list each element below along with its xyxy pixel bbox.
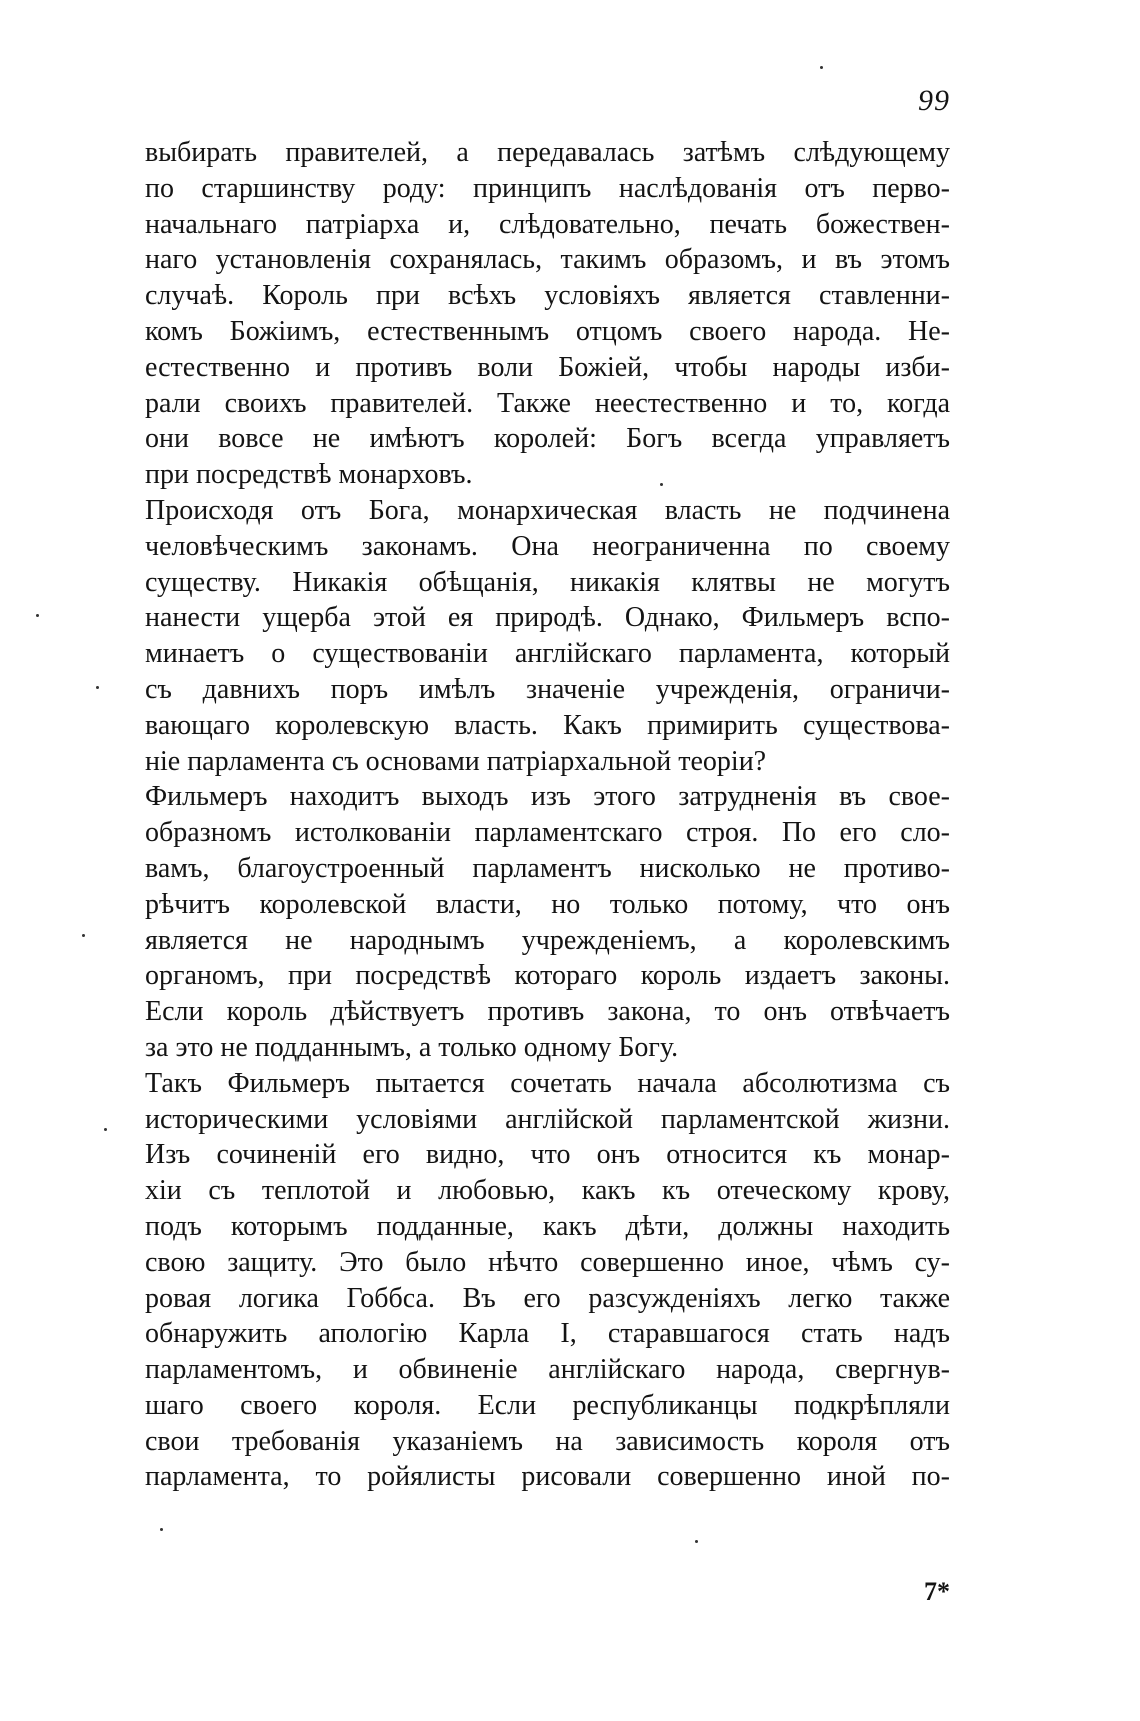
signature-mark: 7* [924,1577,950,1606]
scan-speck [36,614,39,617]
paragraph [145,779,950,1065]
text-line: нанести ущерба этой ея природѣ. Однако, Фильмеръ вспо- [145,602,950,634]
text-line: подъ которымъ подданные, какъ дѣти, должны находить [145,1210,950,1242]
text-line: Если король дѣйствуетъ противъ закона, то онъ отвѣчаетъ [145,996,950,1028]
text-line: существу. Никакія обѣщанія, никакія клятвы не могутъ [145,566,950,598]
paragraph [145,135,950,493]
text-line: свои требованія указаніемъ на зависимость короля отъ [145,1425,950,1457]
scan-speck [660,483,663,486]
scan-speck [820,66,823,69]
text-line: свою защиту. Это было нѣчто совершенно иное, чѣмъ су- [145,1246,950,1278]
scan-speck [96,686,99,689]
text-line: начальнаго патріарха и, слѣдовательно, печать божествен- [145,208,950,240]
text-line: органомъ, при посредствѣ котораго король издаетъ законы. [145,960,950,992]
text-line: образномъ истолкованіи парламентскаго строя. По его сло- [145,817,950,849]
text-line: выбирать правителей, а передавалась затѣмъ слѣдующему [145,137,950,168]
text-line: случаѣ. Король при всѣхъ условіяхъ является ставленни- [145,280,950,312]
text-line: при посредствѣ монарховъ. [145,459,473,491]
text-line: минаетъ о существованіи англійскаго парламента, который [145,638,950,670]
text-line: комъ Божіимъ, естественнымъ отцомъ своего народа. Не- [145,315,950,347]
text-line: является не народнымъ учрежденіемъ, а королевскимъ [145,924,950,956]
body-text [145,135,950,1495]
text-line: естественно и противъ воли Божіей, чтобы народы изби- [145,351,950,383]
text-line: по старшинству роду: принципъ наслѣдованія отъ перво- [145,172,950,204]
text-line: за это не подданнымъ, а только одному Богу. [145,1031,679,1063]
text-line: рали своихъ правителей. Также неестественно и то, когда [145,387,950,419]
text-line: Изъ сочиненій его видно, что онъ относится къ монар- [145,1139,950,1171]
text-line: наго установленія сохранялась, такимъ образомъ, и въ этомъ [145,244,950,276]
text-line: Фильмеръ находитъ выходъ изъ этого затрудненія въ свое- [145,781,950,813]
text-line: ніе парламента съ основами патріархальной теоріи? [145,745,767,777]
text-line: Происходя отъ Бога, монархическая власть не подчинена [145,494,950,526]
text-line: хіи съ теплотой и любовью, какъ къ отеческому крову, [145,1175,950,1207]
scan-speck [160,1528,163,1531]
paragraph [145,493,950,779]
paragraph [145,1066,950,1496]
scan-speck [695,1540,698,1543]
scan-speck [104,1128,107,1131]
text-line: Такъ Фильмеръ пытается сочетать начала абсолютизма съ [145,1067,950,1099]
text-line: парламента, то ройялисты рисовали совершенно иной по- [145,1461,950,1493]
text-line: вамъ, благоустроенный парламентъ нисколько не противо- [145,852,950,884]
scan-speck [82,934,85,937]
text-line: рѣчитъ королевской власти, но только потому, что онъ [145,888,950,920]
text-line: ровая логика Гоббса. Въ его разсужденіяхъ легко также [145,1282,950,1314]
text-line: историческими условіями англійской парламентской жизни. [145,1103,950,1135]
text-line: парламентомъ, и обвиненіе англійскаго народа, свергнув- [145,1354,950,1386]
text-line: съ давнихъ поръ имѣлъ значеніе учрежденія, ограничи- [145,673,950,705]
page-number: 99 [918,84,950,117]
text-line: вающаго королевскую власть. Какъ примирить существова- [145,709,950,741]
text-line: обнаружить апологію Карла I, старавшагося стать надъ [145,1318,950,1350]
text-line: человѣческимъ законамъ. Она неограниченна по своему [145,530,950,562]
text-line: шаго своего короля. Если республиканцы подкрѣпляли [145,1389,950,1421]
text-line: они вовсе не имѣютъ королей: Богъ всегда управляетъ [145,423,950,455]
